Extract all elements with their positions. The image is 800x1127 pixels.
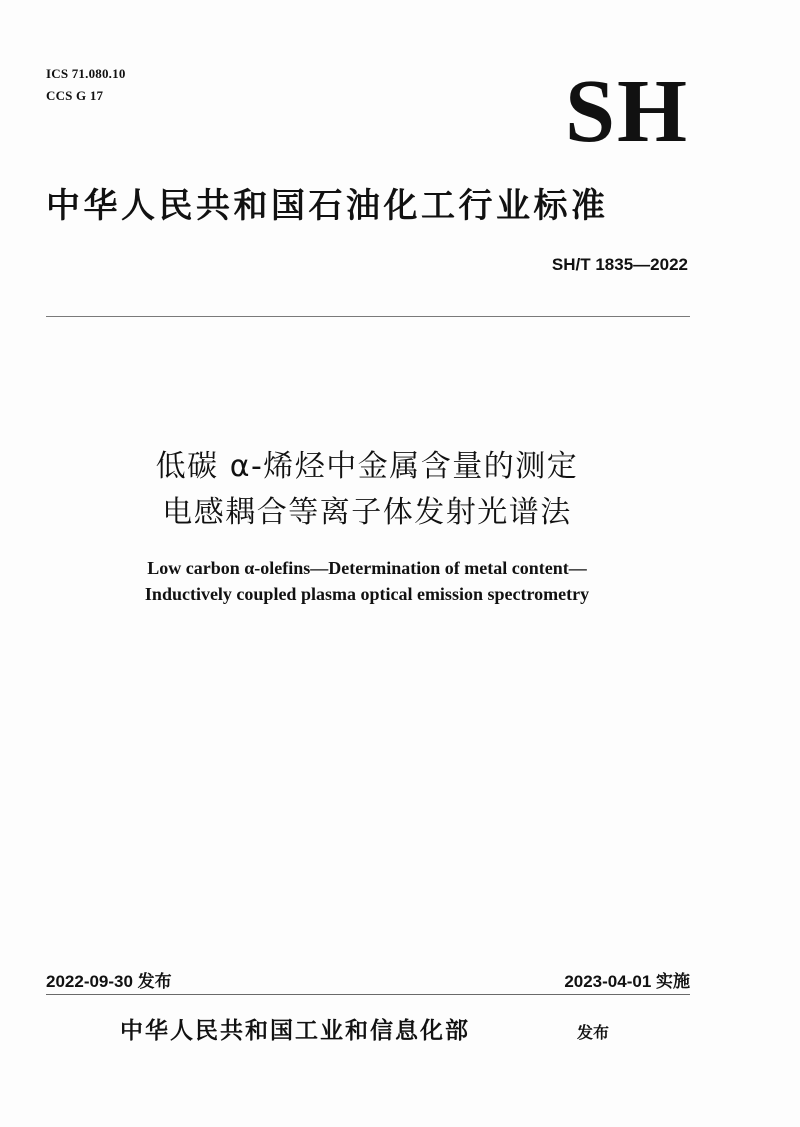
bottom-divider bbox=[46, 994, 690, 995]
standard-category-title: 中华人民共和国石油化工行业标准 bbox=[46, 186, 609, 226]
title-cn-line-2: 电感耦合等离子体发射光谱法 bbox=[162, 495, 572, 530]
issue-date: 2022-09-30 发布 bbox=[46, 972, 172, 991]
issuing-authority-suffix: 发布 bbox=[577, 1023, 610, 1042]
title-cn-line-1: 低碳 α-烯烃中金属含量的测定 bbox=[155, 449, 579, 484]
title-en-line-2: Inductively coupled plasma optical emission spectrometry bbox=[144, 584, 590, 604]
sh-logo: SH bbox=[564, 62, 689, 161]
ccs-code: CCS G 17 bbox=[46, 88, 104, 103]
title-en-line-1: Low carbon α-olefins—Determination of metal content— bbox=[147, 558, 587, 578]
implementation-date: 2023-04-01 实施 bbox=[564, 972, 690, 991]
ics-code: ICS 71.080.10 bbox=[46, 66, 126, 81]
issuing-authority: 中华人民共和国工业和信息化部 bbox=[120, 1018, 470, 1044]
top-divider bbox=[46, 316, 690, 317]
standard-number: SH/T 1835—2022 bbox=[551, 255, 688, 274]
